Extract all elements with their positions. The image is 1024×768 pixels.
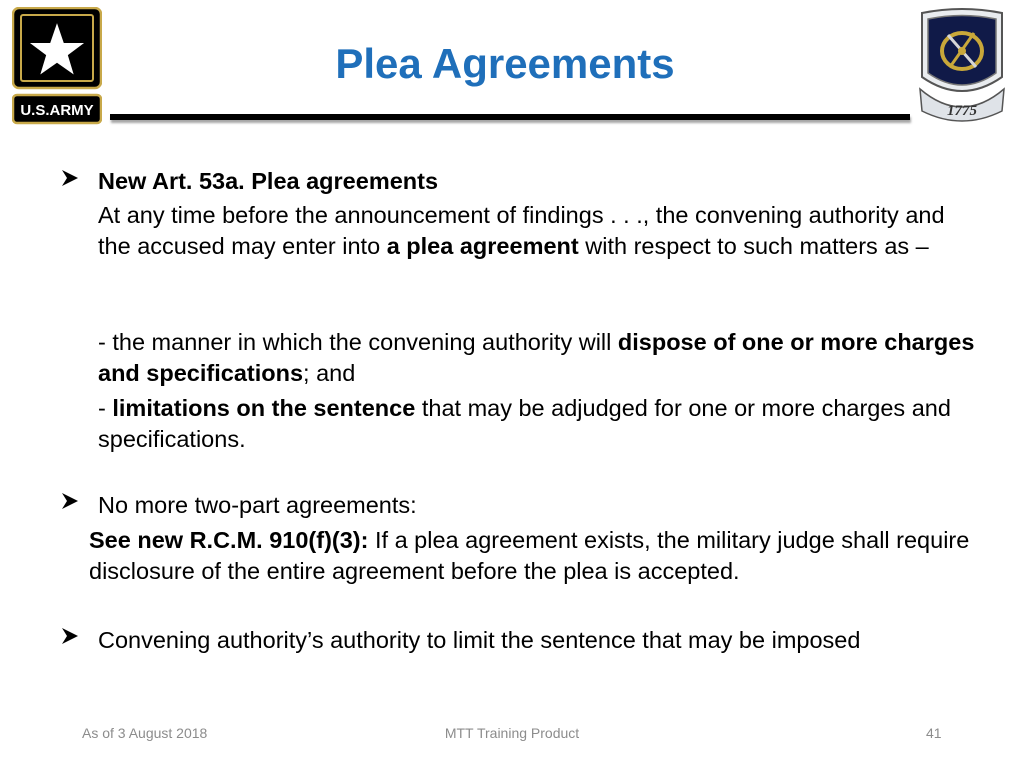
bullet-1-paragraph-3: - limitations on the sentence that may be adjudged for one or more charges and specifications.	[98, 395, 951, 452]
bullet-1-heading: New Art. 53a. Plea agreements	[98, 168, 439, 194]
arrow-bullet-icon	[60, 168, 80, 188]
crest-year: 1775	[947, 103, 977, 119]
arrow-bullet-icon	[60, 491, 80, 511]
bullet-2-paragraph: See new R.C.M. 910(f)(3): If a plea agreement exists, the military judge shall require disclosure of the entire agreement before the plea is accepted.	[89, 527, 970, 584]
bullet-1-paragraph-1: At any time before the announcement of findings . . ., the convening authority and the accused may enter into a plea agreement with respect to such matters as –	[98, 202, 945, 259]
army-logo-text: U.S.ARMY	[20, 102, 94, 119]
page-number: 41	[926, 725, 942, 741]
bullet-2-heading: No more two-part agreements:	[98, 492, 417, 518]
footer-date: As of 3 August 2018	[82, 725, 208, 741]
bullet-1-paragraph-2: - the manner in which the convening authority will dispose of one or more charges and specifications; and	[98, 329, 975, 386]
page-title: Plea Agreements	[335, 40, 675, 87]
footer-center: MTT Training Product	[444, 725, 580, 741]
arrow-bullet-icon	[60, 626, 80, 646]
bullet-3-heading: Convening authority’s authority to limit the sentence that may be imposed	[98, 627, 861, 653]
